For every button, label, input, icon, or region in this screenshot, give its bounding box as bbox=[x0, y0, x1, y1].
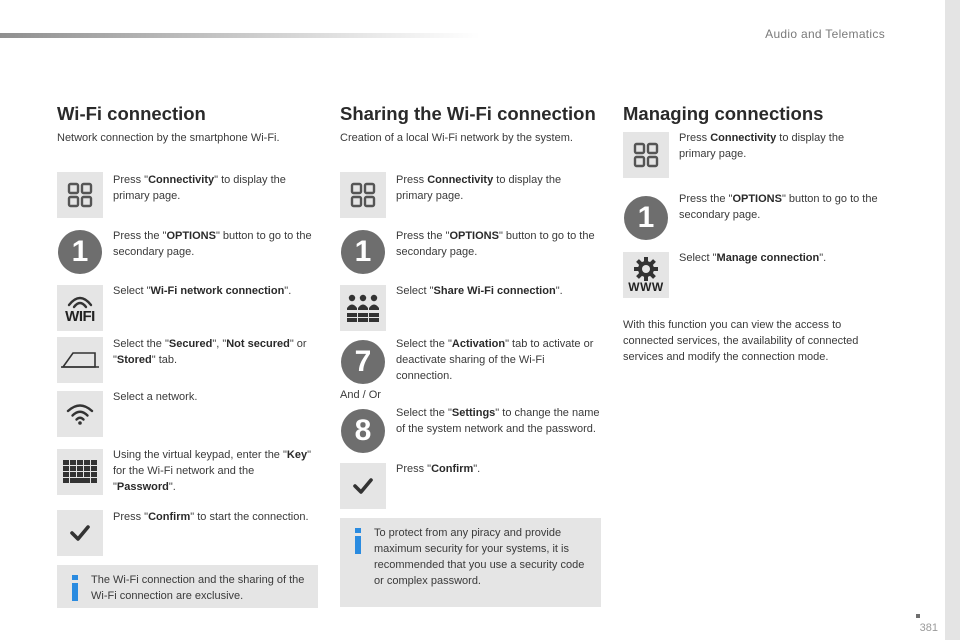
sharing-info-box bbox=[340, 518, 601, 607]
managing-title: Managing connections bbox=[623, 103, 824, 124]
managing-step-1-text: Press Connectivity to display the primary page. bbox=[679, 132, 845, 160]
wifi-connection-title: Wi-Fi connection bbox=[57, 103, 206, 124]
number-7-badge: 7 bbox=[341, 340, 385, 384]
gear-icon bbox=[634, 257, 658, 281]
number-1-badge: 1 bbox=[624, 196, 668, 240]
header-section-title: Audio and Telematics bbox=[765, 27, 885, 41]
page-number: 381 bbox=[919, 622, 938, 634]
sharing-info-text: To protect from any piracy and provide maximum security for your systems, it is recommended that you use a security code or complex password. bbox=[374, 527, 585, 587]
wifi-info-text: The Wi-Fi connection and the sharing of the Wi-Fi connection are exclusive. bbox=[91, 574, 305, 602]
checkmark-icon bbox=[340, 463, 386, 509]
number-1-badge: 1 bbox=[58, 230, 102, 274]
header-gradient-bar bbox=[0, 33, 480, 38]
tab-icon bbox=[57, 337, 103, 383]
wifi-connection-intro: Network connection by the smartphone Wi-Fi. bbox=[57, 132, 280, 144]
page-marker bbox=[916, 614, 920, 618]
www-label-text: WWW bbox=[628, 279, 664, 294]
wifi-step-2-text: Press the "OPTIONS" button to go to the secondary page. bbox=[113, 230, 312, 258]
info-icon bbox=[352, 528, 364, 554]
wifi-label-text: WIFI bbox=[65, 307, 95, 325]
managing-step-3-text: Select "Manage connection". bbox=[679, 252, 827, 264]
sharing-step-5-text: Select the "Settings" to change the name of the system network and the password. bbox=[396, 407, 600, 435]
grid-icon bbox=[623, 132, 669, 178]
sharing-title: Sharing the Wi-Fi connection bbox=[340, 103, 596, 124]
info-icon bbox=[69, 575, 81, 601]
wifi-step-3-text: Select "Wi-Fi network connection". bbox=[113, 285, 292, 297]
gear-www-icon bbox=[623, 252, 669, 298]
and-or-label: And / Or bbox=[340, 389, 381, 401]
wifi-signal-icon bbox=[57, 391, 103, 437]
wifi-info-box bbox=[57, 565, 318, 608]
wifi-step-1-text: Press "Connectivity" to display the primary page. bbox=[113, 174, 286, 202]
grid-icon bbox=[57, 172, 103, 218]
people-group-icon bbox=[340, 285, 386, 331]
managing-step-2-text: Press the "OPTIONS" button to go to the secondary page. bbox=[679, 193, 878, 221]
wifi-step-6-text: Using the virtual keypad, enter the "Key" for the Wi-Fi network and the "Password". bbox=[113, 449, 311, 493]
checkmark-icon bbox=[57, 510, 103, 556]
wifi-label-icon bbox=[57, 285, 103, 331]
managing-description: With this function you can view the access to connected services, the availability of connected services and modify the connection mode. bbox=[623, 319, 859, 363]
wifi-step-7-text: Press "Confirm" to start the connection. bbox=[113, 511, 309, 523]
grid-icon bbox=[340, 172, 386, 218]
sharing-step-1-text: Press Connectivity to display the primary page. bbox=[396, 174, 562, 202]
sharing-step-4-text: Select the "Activation" tab to activate or deactivate sharing of the Wi-Fi connection. bbox=[396, 338, 594, 382]
keypad-icon bbox=[57, 449, 103, 495]
sharing-step-2-text: Press the "OPTIONS" button to go to the secondary page. bbox=[396, 230, 595, 258]
number-8-badge: 8 bbox=[341, 409, 385, 453]
sharing-step-6-text: Press "Confirm". bbox=[396, 463, 481, 475]
sharing-step-3-text: Select "Share Wi-Fi connection". bbox=[396, 285, 563, 297]
wifi-step-5-text: Select a network. bbox=[113, 391, 198, 403]
number-1-badge: 1 bbox=[341, 230, 385, 274]
page-edge-strip bbox=[945, 0, 960, 640]
sharing-intro: Creation of a local Wi-Fi network by the system. bbox=[340, 132, 573, 144]
wifi-step-4-text: Select the "Secured", "Not secured" or "Stored" tab. bbox=[113, 338, 307, 366]
